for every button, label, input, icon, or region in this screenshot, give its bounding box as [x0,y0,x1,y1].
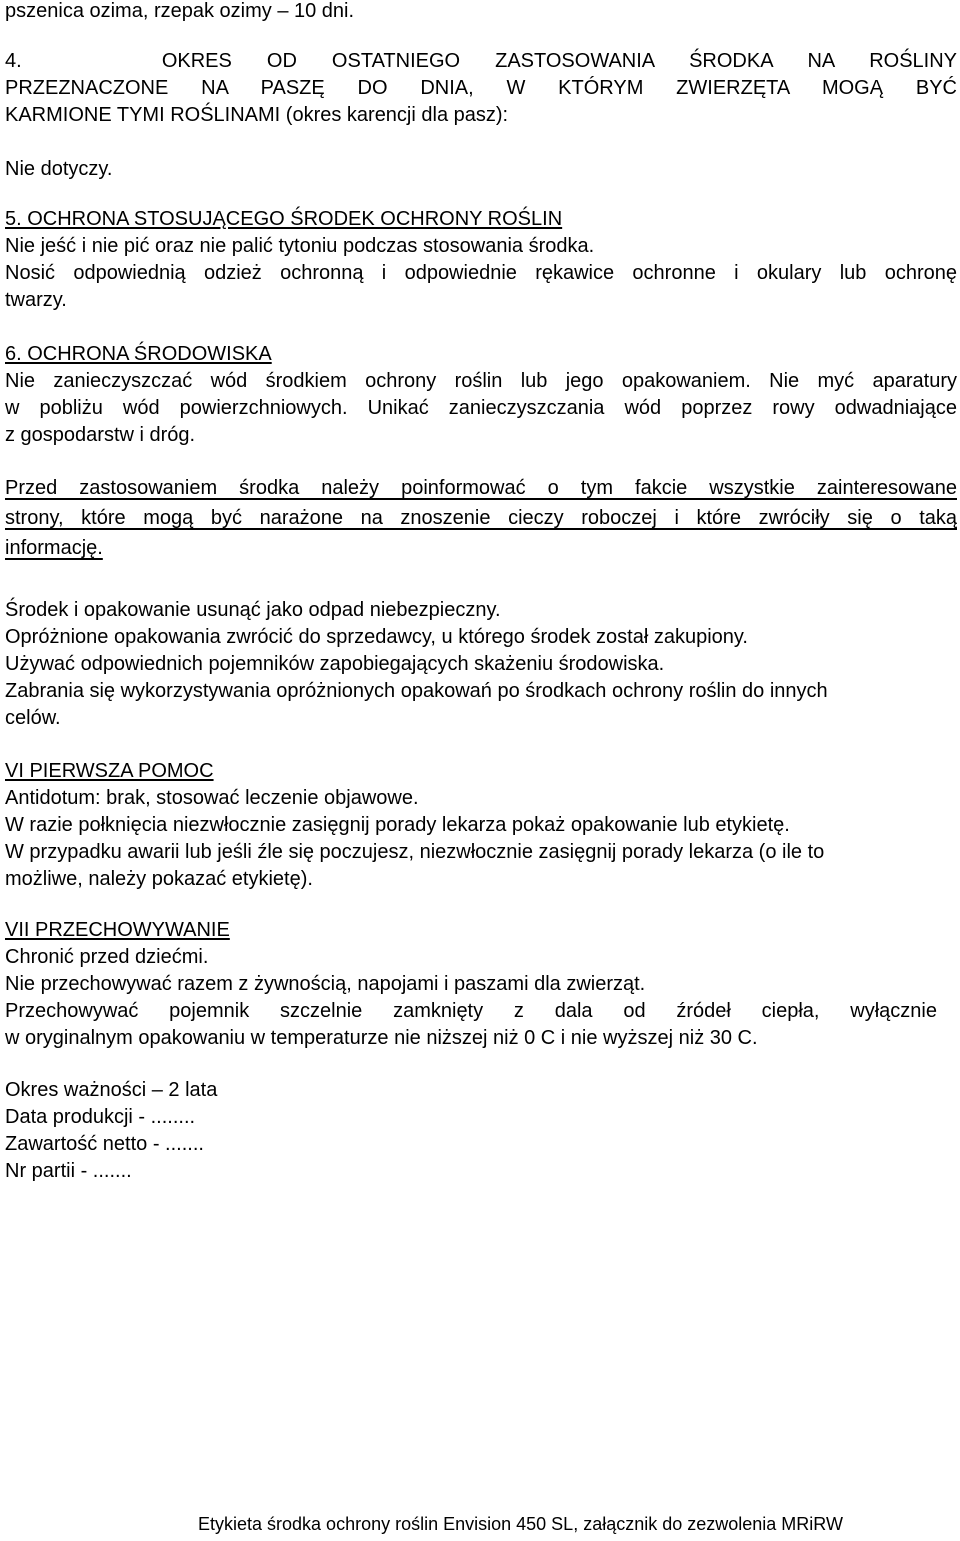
section-6 [5,341,957,449]
page-footer: Etykieta środka ochrony roślin Envision 450 SL, załącznik do zezwolenia MRiRW [198,1514,843,1534]
storage-line-1: Chronić przed dziećmi. [5,946,209,968]
first-aid-section [5,758,957,893]
disposal-line-3: Używać odpowiednich pojemników zapobiegających skażeniu środowiska. [5,653,665,675]
section-6-line-1: Nie zanieczyszczać wód środkiem ochrony roślin lub jego opakowaniem. Nie myć aparatury [5,370,957,392]
disposal-block [5,597,957,732]
expiry-line: Okres ważności – 2 lata [5,1079,218,1101]
first-aid-line-3: W przypadku awarii lub jeśli źle się poczujesz, niezwłocznie zasięgnij porady lekarza (o ile to [5,841,825,863]
notice-line-2: strony, które mogą być narażone na znoszenie cieczy roboczej i które zwróciły się o taką [5,507,957,529]
section-4-heading-line-1 [5,48,957,75]
section-4-heading-rest: OKRES OD OSTATNIEGO ZASTOSOWANIA ŚRODKA NA ROŚLINY [161,50,957,72]
section-4-heading-line-3: KARMIONE TYMI ROŚLINAMI (okres karencji dla pasz): [5,104,509,126]
net-content-line: Zawartość netto - ....... [5,1133,204,1155]
first-aid-line-4: możliwe, należy pokazać etykietę). [5,868,313,890]
section-5-line-1: Nie jeść i nie pić oraz nie palić tytoniu podczas stosowania środka. [5,235,595,257]
section-5-line-2: Nosić odpowiednią odzież ochronną i odpowiednie rękawice ochronne i okulary lub ochronę [5,262,957,284]
product-info-block [5,1077,957,1185]
storage-line-2: Nie przechowywać razem z żywnością, napojami i paszami dla zwierząt. [5,973,646,995]
storage-section [5,917,957,1052]
section-4-number: 4. [5,50,22,72]
top-line: pszenica ozima, rzepak ozimy – 10 dni. [5,0,355,22]
section-4-heading-line-2: PRZEZNACZONE NA PASZĘ DO DNIA, W KTÓRYM ZWIERZĘTA MOGĄ BYĆ [5,77,957,99]
notice-line-3: informację. [5,537,103,559]
disposal-line-4: Zabrania się wykorzystywania opróżnionych opakowań po środkach ochrony roślin do innych [5,680,828,702]
production-date-line: Data produkcji - ........ [5,1106,196,1128]
section-5-heading: 5. OCHRONA STOSUJĄCEGO ŚRODEK OCHRONY ROŚLIN [5,208,563,230]
first-aid-line-1: Antidotum: brak, stosować leczenie objawowe. [5,787,419,809]
disposal-line-5: celów. [5,707,61,729]
section-5 [5,206,957,314]
notice-line-1: Przed zastosowaniem środka należy poinformować o tym fakcie wszystkie zainteresowane [5,477,957,499]
top-line-block [5,0,957,25]
storage-heading: VII PRZECHOWYWANIE [5,919,230,941]
section-4 [5,48,957,183]
disposal-line-1: Środek i opakowanie usunąć jako odpad niebezpieczny. [5,599,501,621]
section-5-line-3: twarzy. [5,289,67,311]
section-4-body: Nie dotyczy. [5,158,113,180]
batch-number-line: Nr partii - ....... [5,1160,132,1182]
disposal-line-2: Opróżnione opakowania zwrócić do sprzedawcy, u którego środek został zakupiony. [5,626,748,648]
first-aid-heading: VI PIERWSZA POMOC [5,760,214,782]
first-aid-line-2: W razie połknięcia niezwłocznie zasięgnij porady lekarza pokaż opakowanie lub etykietę. [5,814,790,836]
storage-line-3: Przechowywać pojemnik szczelnie zamknięty z dala od źródeł ciepła, wyłącznie [5,1000,937,1022]
section-6-line-3: z gospodarstw i dróg. [5,424,196,446]
section-6-line-2: w pobliżu wód powierzchniowych. Unikać zanieczyszczania wód poprzez rowy odwadniające [5,397,957,419]
section-6-heading: 6. OCHRONA ŚRODOWISKA [5,343,272,365]
notice-block [5,473,957,563]
storage-line-4: w oryginalnym opakowaniu w temperaturze nie niższej niż 0 C i nie wyższej niż 30 C. [5,1027,758,1049]
